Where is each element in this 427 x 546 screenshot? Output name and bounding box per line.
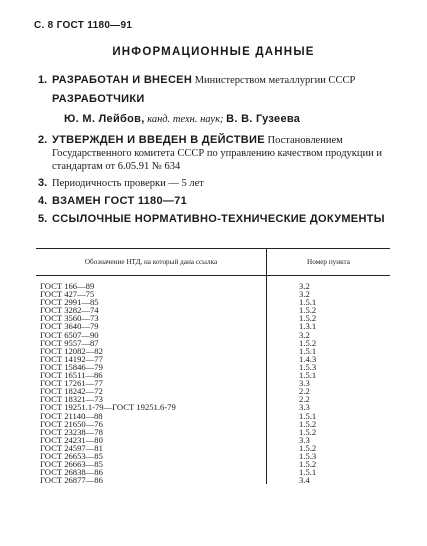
document-designation: ГОСТ 15846—79 — [36, 363, 267, 371]
clause-number: 1.5.2 — [299, 426, 317, 437]
info-item-4 — [38, 195, 408, 208]
developers-names-2: В. В. Гузеева — [226, 113, 301, 125]
document-designation: ГОСТ 18242—72 — [36, 387, 267, 395]
clause-number: 1.5.2 — [299, 313, 317, 324]
references-table — [36, 248, 390, 484]
item-number: 4. — [38, 195, 48, 207]
clause-number: 3.3 — [299, 434, 310, 445]
page-header: С. 8 ГОСТ 1180—91 — [34, 20, 133, 31]
table-row — [36, 476, 390, 484]
item-text: Министерством металлургии СССР — [194, 75, 356, 86]
info-item-3 — [38, 177, 408, 190]
document-designation: ГОСТ 21650—76 — [36, 420, 267, 428]
document-designation: ГОСТ 24597—81 — [36, 444, 267, 452]
clause-number: 3.2 — [299, 329, 310, 340]
section-title: ИНФОРМАЦИОННЫЕ ДАННЫЕ — [112, 46, 315, 58]
clause-number: 3.2 — [299, 281, 310, 291]
document-designation: ГОСТ 26877—86 — [36, 476, 267, 484]
clause-number: 1.5.1 — [299, 345, 317, 356]
document-designation: ГОСТ 14192—77 — [36, 355, 267, 363]
clause-number: 1.5.2 — [299, 459, 317, 470]
clause-number: 3.3 — [299, 378, 310, 389]
item-number: 5. — [38, 213, 48, 225]
document-designation: ГОСТ 26838—86 — [36, 468, 267, 476]
clause-number: 3.3 — [299, 402, 310, 413]
developers-heading: РАЗРАБОТЧИКИ — [52, 93, 145, 105]
document-designation: ГОСТ 3282—74 — [36, 306, 267, 314]
document-designation: ГОСТ 26663—85 — [36, 460, 267, 468]
document-designation: ГОСТ 12082—82 — [36, 347, 267, 355]
developers-title: канд. техн. наук; — [147, 114, 224, 125]
document-designation: ГОСТ 21140—88 — [36, 412, 267, 420]
document-designation: ГОСТ 166—89 — [36, 282, 267, 290]
document-designation: ГОСТ 26653—85 — [36, 452, 267, 460]
clause-number: 1.5.2 — [299, 305, 317, 316]
document-designation: ГОСТ 9557—87 — [36, 339, 267, 347]
table-header-row — [36, 249, 390, 276]
developers-names-1: Ю. М. Лейбов, — [64, 113, 145, 125]
item-lead: РАЗРАБОТАН И ВНЕСЕН — [52, 74, 193, 86]
item-number: 2. — [38, 134, 48, 146]
clause-number: 2.2 — [299, 386, 310, 397]
clause-number: 1.3.1 — [299, 321, 317, 332]
document-designation: ГОСТ 24231—80 — [36, 436, 267, 444]
info-item-1 — [38, 74, 408, 87]
document-designation: ГОСТ 3640—79 — [36, 322, 267, 330]
developers-line — [64, 113, 300, 125]
clause-number: 1.5.3 — [299, 361, 317, 372]
clause-number: 1.5.1 — [299, 370, 317, 381]
clause-number: 3.4 — [299, 475, 310, 486]
document-designation: ГОСТ 19251.1-79—ГОСТ 19251.6-79 — [36, 403, 267, 411]
document-designation: ГОСТ 3560—73 — [36, 314, 267, 322]
clause-number: 1.5.3 — [299, 450, 317, 461]
item-lead: ВЗАМЕН ГОСТ 1180—71 — [52, 195, 188, 207]
document-designation: ГОСТ 427—75 — [36, 290, 267, 298]
item-lead: ССЫЛОЧНЫЕ НОРМАТИВНО-ТЕХНИЧЕСКИЕ ДОКУМЕНТЫ — [52, 213, 385, 225]
clause-number: 1.5.2 — [299, 418, 317, 429]
column-header-document: Обозначение НТД, на который дана ссылка — [36, 249, 267, 276]
clause-number: 1.5.1 — [299, 467, 317, 478]
item-number: 1. — [38, 74, 48, 86]
clause-number: 1.5.2 — [299, 337, 317, 348]
document-designation: ГОСТ 18321—73 — [36, 395, 267, 403]
document-designation: ГОСТ 6507—90 — [36, 331, 267, 339]
item-number: 3. — [38, 177, 48, 189]
clause-number: 3.2 — [299, 289, 310, 300]
clause-number: 2.2 — [299, 394, 310, 405]
item-text: Периодичность проверки — 5 лет — [52, 178, 204, 189]
document-designation: ГОСТ 16511—86 — [36, 371, 267, 379]
developers-heading-row — [38, 93, 408, 106]
clause-number: 1.4.3 — [299, 353, 317, 364]
item-text: Постановлением Государственного комитета СССР по управлению качеством продукции и стандартам от 6.05.91 № 634 — [52, 135, 382, 172]
info-item-2 — [38, 134, 408, 173]
clause-number: 1.5.2 — [299, 442, 317, 453]
column-header-clause: Номер пункта — [267, 249, 391, 276]
references-table-body — [36, 276, 390, 485]
document-designation: ГОСТ 2991—85 — [36, 298, 267, 306]
clause-number: 1.5.1 — [299, 297, 317, 308]
clause-number: 1.5.1 — [299, 410, 317, 421]
document-designation: ГОСТ 17261—77 — [36, 379, 267, 387]
item-lead: УТВЕРЖДЕН И ВВЕДЕН В ДЕЙСТВИЕ — [52, 134, 265, 146]
document-designation: ГОСТ 23238—78 — [36, 428, 267, 436]
info-item-5 — [38, 213, 408, 226]
